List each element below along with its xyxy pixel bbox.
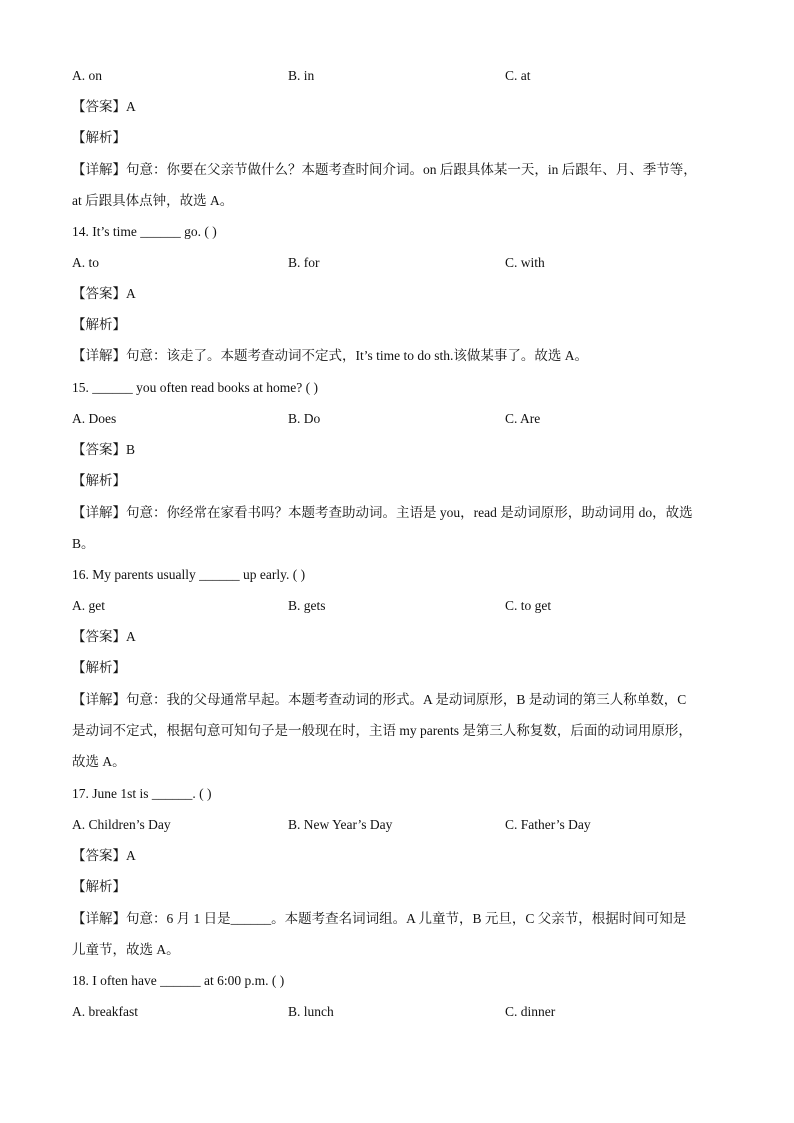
question-18: 18. I often have ______ at 6:00 p.m. ( ) (72, 973, 285, 988)
option-a: A. Does (72, 411, 117, 426)
analysis-label-q13: 【解析】 (72, 130, 126, 145)
option-c: C. to get (505, 598, 552, 613)
option-c: C. at (505, 68, 531, 83)
detail-line: 儿童节，故选 A。 (72, 942, 180, 957)
analysis-label-q15: 【解析】 (72, 473, 126, 488)
detail-line: 【详解】句意：我的父母通常早起。本题考查动词的形式。A 是动词原形，B 是动词的第三人称单数，C (72, 692, 687, 707)
answer-q15: 【答案】B (72, 442, 136, 457)
detail-line: 【详解】句意：你要在父亲节做什么？本题考查时间介词。on 后跟具体某一天，in 后跟年、月、季节等， (72, 162, 697, 177)
options-row-q16 (72, 596, 772, 616)
option-c: C. Father’s Day (505, 817, 591, 832)
option-b: B. gets (288, 598, 326, 613)
detail-line: 【详解】句意：该走了。本题考查动词不定式，It’s time to do sth.该做某事了。故选 A。 (72, 348, 588, 363)
analysis-label-q17: 【解析】 (72, 879, 126, 894)
option-b: B. lunch (288, 1004, 334, 1019)
detail-line: 【详解】句意：6 月 1 日是______。本题考查名词词组。A 儿童节，B 元旦，C 父亲节，根据时间可知是 (72, 911, 687, 926)
option-b: B. New Year’s Day (288, 817, 393, 832)
question-16: 16. My parents usually ______ up early. ( ) (72, 567, 306, 582)
question-14: 14. It’s time ______ go. ( ) (72, 224, 217, 239)
question-15: 15. ______ you often read books at home? ( ) (72, 380, 318, 395)
answer-q14: 【答案】A (72, 286, 136, 301)
options-row-q14 (72, 253, 772, 273)
option-c: C. dinner (505, 1004, 556, 1019)
options-row-q13 (72, 66, 772, 86)
option-a: A. to (72, 255, 99, 270)
answer-q17: 【答案】A (72, 848, 136, 863)
option-c: C. Are (505, 411, 541, 426)
option-a: A. breakfast (72, 1004, 138, 1019)
option-a: A. Children’s Day (72, 817, 171, 832)
answer-q13: 【答案】A (72, 99, 136, 114)
option-b: B. Do (288, 411, 321, 426)
option-a: A. get (72, 598, 105, 613)
detail-line: 故选 A。 (72, 754, 126, 769)
detail-line: 是动词不定式，根据句意可知句子是一般现在时，主语 my parents 是第三人称复数，后面的动词用原形， (72, 723, 692, 738)
option-a: A. on (72, 68, 102, 83)
options-row-q15 (72, 409, 772, 429)
option-c: C. with (505, 255, 545, 270)
options-row-q17 (72, 815, 772, 835)
option-b: B. for (288, 255, 320, 270)
question-17: 17. June 1st is ______. ( ) (72, 786, 212, 801)
analysis-label-q14: 【解析】 (72, 317, 126, 332)
detail-line: at 后跟具体点钟，故选 A。 (72, 193, 234, 208)
detail-line: B。 (72, 536, 95, 551)
answer-q16: 【答案】A (72, 629, 136, 644)
options-row-q18 (72, 1002, 772, 1022)
option-b: B. in (288, 68, 315, 83)
detail-line: 【详解】句意：你经常在家看书吗？本题考查助动词。主语是 you，read 是动词原形，助动词用 do，故选 (72, 505, 693, 520)
analysis-label-q16: 【解析】 (72, 660, 126, 675)
